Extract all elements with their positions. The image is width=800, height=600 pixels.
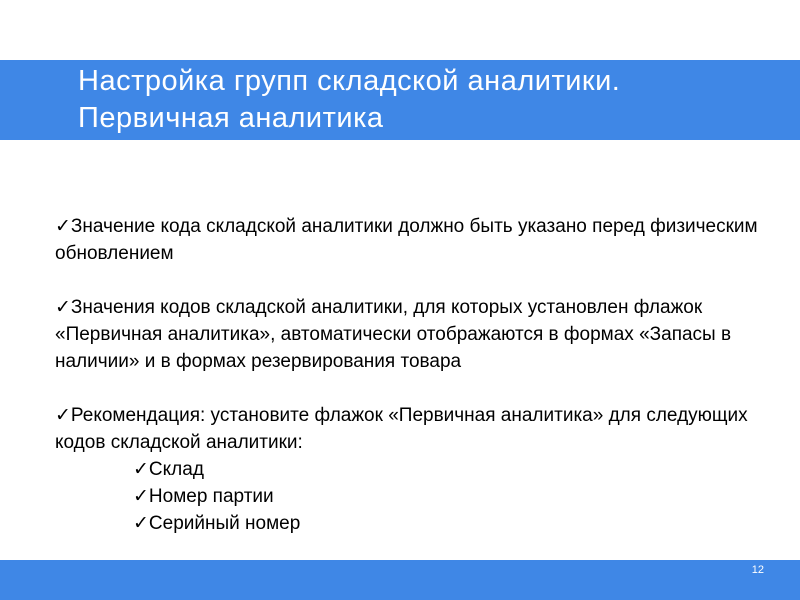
checkmark-icon: ✓: [133, 513, 149, 534]
footer-band: [0, 560, 800, 600]
page-number: 12: [751, 564, 764, 576]
checkmark-icon: ✓: [55, 405, 71, 426]
slide-body: [55, 213, 775, 537]
bullet-text: Значения кодов складской аналитики, для которых установлен флажок «Первичная аналитика», автоматически отображаются в формах «Запасы в наличии» и в формах резервирования товара: [55, 297, 732, 372]
bullet-item: [55, 213, 775, 267]
bullet-item: [55, 294, 775, 375]
sub-item-text: Серийный номер: [148, 513, 301, 534]
sub-item: [55, 510, 775, 537]
sub-item-text: Номер партии: [148, 486, 274, 507]
sub-item: [55, 456, 775, 483]
slide-title-line-2: Первичная аналитика: [78, 102, 384, 134]
sub-item: [55, 483, 775, 510]
slide-title-line-1: Настройка групп складской аналитики.: [78, 65, 621, 97]
bullet-text: Рекомендация: установите флажок «Первичная аналитика» для следующих кодов складской аналитики:: [55, 405, 748, 453]
checkmark-icon: ✓: [133, 459, 149, 480]
bullet-text: Значение кода складской аналитики должно быть указано перед физическим обновлением: [55, 216, 758, 264]
bullet-item: [55, 402, 775, 456]
checkmark-icon: ✓: [133, 486, 149, 507]
title-band: [0, 60, 800, 140]
sub-item-text: Склад: [148, 459, 204, 480]
checkmark-icon: ✓: [55, 297, 71, 318]
checkmark-icon: ✓: [55, 216, 71, 237]
